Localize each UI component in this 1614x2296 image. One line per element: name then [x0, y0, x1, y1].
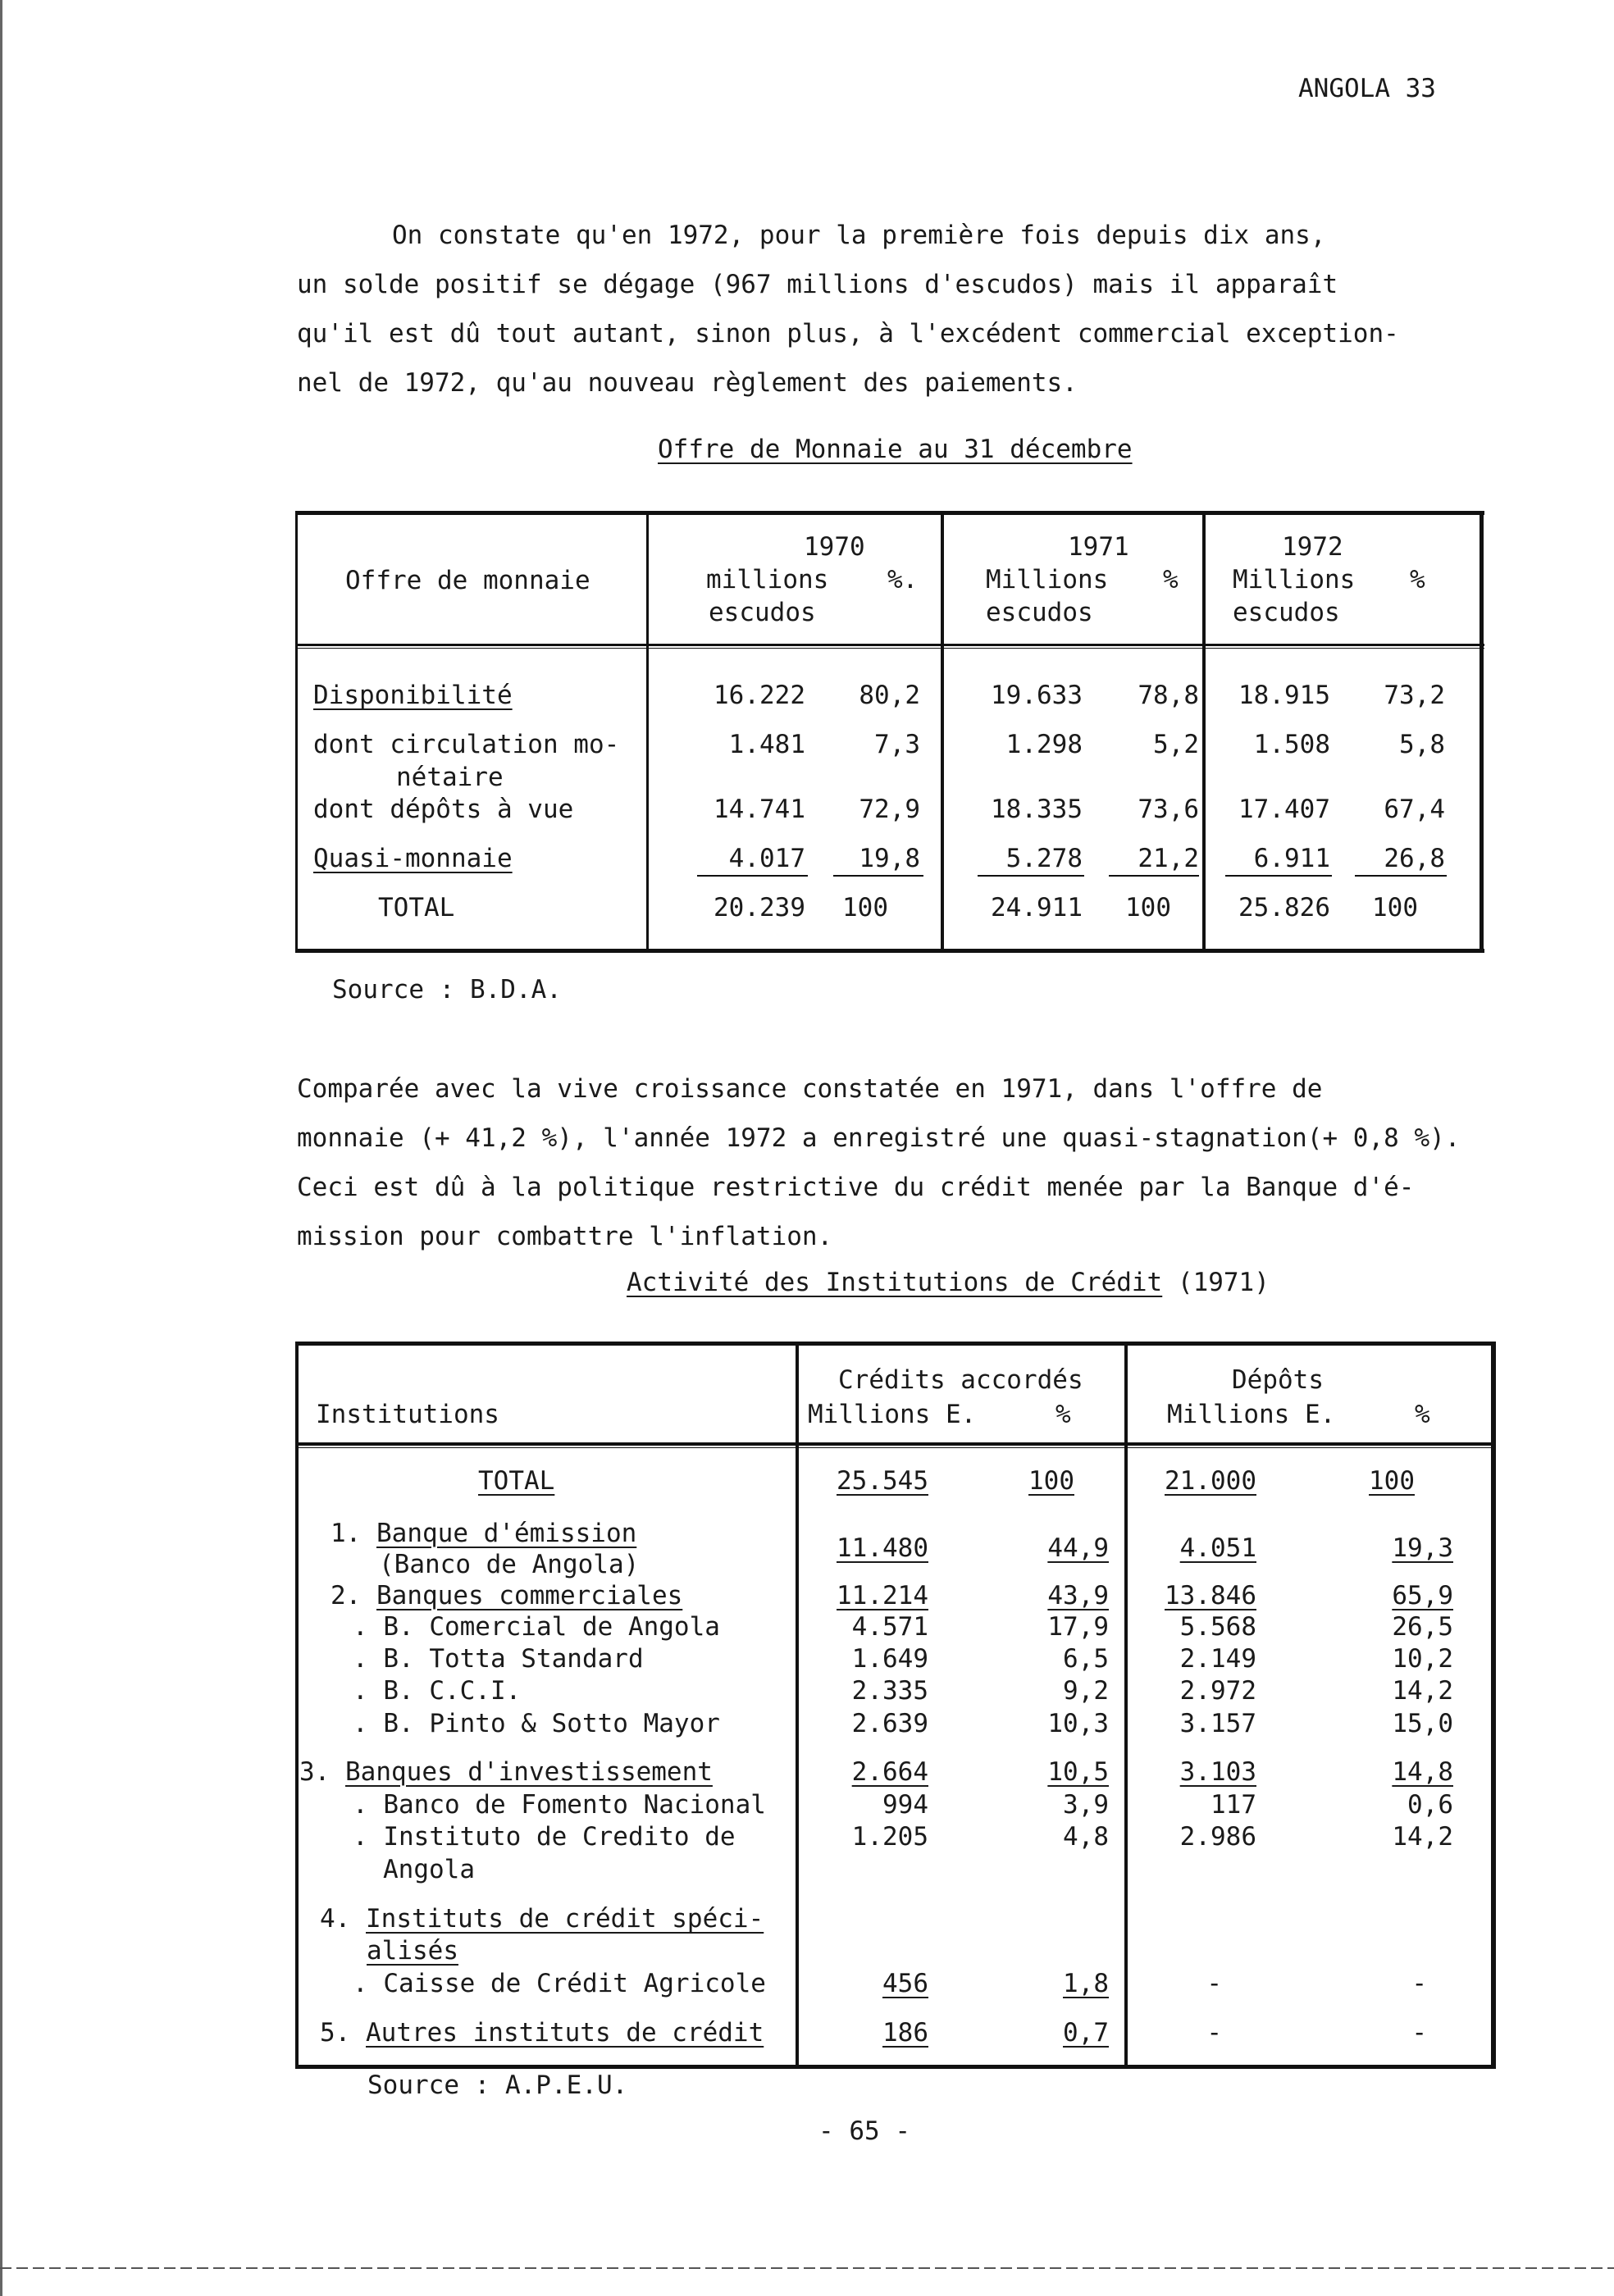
table2-cell: 10,2 [1392, 1644, 1453, 1674]
table2-row-label: 4. Instituts de crédit spéci- [320, 1904, 764, 1934]
table1-cell: 19.633 [991, 681, 1083, 710]
table1-unit: Millions [986, 565, 1109, 594]
paragraph-line: mission pour combattre l'inflation. [297, 1222, 833, 1251]
table1-cell: 20.239 [714, 893, 805, 922]
subtotal-rule [1225, 875, 1332, 877]
table2-cell: 10,5 [1047, 1757, 1109, 1787]
table2-cell: 2.972 [1179, 1676, 1256, 1706]
paragraph-line: Ceci est dû à la politique restrictive du crédit menée par la Banque d'é- [297, 1173, 1415, 1202]
table2-title-group [627, 1270, 1270, 1296]
table2-row-label-text: Banque d'émission [376, 1519, 637, 1548]
table1-cell: 5.278 [1005, 844, 1083, 873]
table2-cell: 1.649 [851, 1644, 928, 1674]
table1-cell: 100 [1125, 893, 1171, 922]
table2-row-label: . Caisse de Crédit Agricole [353, 1969, 766, 1998]
table1-cell: 16.222 [714, 681, 805, 710]
table1-cell: 5,8 [1399, 730, 1445, 759]
table2-cell: 11.214 [837, 1581, 928, 1610]
table2-cell: 14,2 [1392, 1822, 1453, 1852]
table2-cell: 44,9 [1047, 1533, 1109, 1563]
page-number: - 65 - [818, 2116, 910, 2146]
table1-cell: 18.335 [991, 795, 1083, 824]
table2-cell: 43,9 [1047, 1581, 1109, 1610]
subtotal-rule [978, 875, 1084, 877]
table2-cell: 4.051 [1179, 1533, 1256, 1563]
table2-cell: - [1411, 1969, 1427, 1998]
table2-col-divider [796, 1342, 799, 2069]
table1-cell: 100 [1372, 893, 1418, 922]
table1-cell: 21,2 [1138, 844, 1199, 873]
paragraph-line: nel de 1972, qu'au nouveau règlement des paiements. [297, 368, 1078, 398]
table2-cell: 4,8 [1063, 1822, 1109, 1852]
table1-col-divider [1202, 511, 1206, 951]
paragraph-line: On constate qu'en 1972, pour la première fois depuis dix ans, [392, 221, 1326, 250]
table1-cell: 6.911 [1253, 844, 1330, 873]
table2-cell: 100 [1369, 1466, 1415, 1496]
table1-row-label: Disponibilité [313, 681, 513, 710]
table2-row-label-text: Banques d'investissement [345, 1757, 713, 1787]
table2-cell: 19,3 [1392, 1533, 1453, 1563]
table1-source: Source : B.D.A. [332, 975, 562, 1004]
paragraph-line: qu'il est dû tout autant, sinon plus, à l'excédent commercial exception- [297, 319, 1399, 348]
table2-cell: 117 [1210, 1790, 1256, 1820]
table1-cell: 73,6 [1138, 795, 1199, 824]
table1-cell: 100 [842, 893, 888, 922]
table2-cell: 2.986 [1179, 1822, 1256, 1852]
subtotal-rule [697, 875, 808, 877]
table2-top-border [295, 1342, 1496, 1346]
table1-unit: millions [706, 565, 829, 594]
table2-source: Source : A.P.E.U. [367, 2070, 628, 2100]
table2-cell: 0,6 [1407, 1790, 1453, 1820]
table1-unit: escudos [1233, 598, 1340, 627]
table1-unit: escudos [709, 598, 816, 627]
table2-cell: 186 [882, 2018, 928, 2048]
table2-sub-millions: Millions E. [1167, 1400, 1336, 1429]
table2-row-label: 1. Banque d'émission [331, 1519, 637, 1548]
table1-pct-header: % [1163, 565, 1179, 594]
table1-left-border [295, 511, 298, 951]
table2-cell: 14,2 [1392, 1676, 1453, 1706]
table2-cell: - [1206, 2018, 1222, 2048]
table2-sub-millions: Millions E. [808, 1400, 977, 1429]
table2-cell: - [1411, 2018, 1427, 2048]
table1-row-label: TOTAL [378, 893, 455, 922]
running-head: ANGOLA 33 [1298, 74, 1436, 103]
table2-cell: 1,8 [1063, 1969, 1109, 1998]
table2-cell: 0,7 [1063, 2018, 1109, 2048]
table2-cell: 994 [882, 1790, 928, 1820]
table2-col-divider [1124, 1342, 1128, 2069]
table2-cell: 17,9 [1047, 1612, 1109, 1642]
table2-cell: 11.480 [837, 1533, 928, 1563]
table1-cell: 7,3 [874, 730, 920, 759]
paragraph-line: monnaie (+ 41,2 %), l'année 1972 a enregistré une quasi-stagnation(+ 0,8 %). [297, 1123, 1461, 1153]
table2-cell: 2.335 [851, 1676, 928, 1706]
table2-sub-pct: % [1415, 1400, 1430, 1429]
table2-col-institutions: Institutions [316, 1400, 499, 1429]
table1-unit: Millions [1233, 565, 1356, 594]
table1-header-rule [295, 644, 1484, 646]
table1-top-border [295, 511, 1484, 515]
table2-cell: 456 [882, 1969, 928, 1998]
table1-cell: 18.915 [1238, 681, 1330, 710]
table1-cell: 1.298 [1005, 730, 1083, 759]
table2-group-credits: Crédits accordés [838, 1365, 1083, 1395]
paragraph-line: Comparée avec la vive croissance constatée en 1971, dans l'offre de [297, 1074, 1323, 1104]
table1-cell: 17.407 [1238, 795, 1330, 824]
table1-cell: 1.508 [1253, 730, 1330, 759]
table1-row-label: nétaire [396, 763, 504, 792]
table2-cell: 3,9 [1063, 1790, 1109, 1820]
table2-cell: 2.639 [851, 1709, 928, 1738]
table1-pct-header: %. [887, 565, 919, 594]
table1-col-divider [646, 511, 649, 951]
table1-cell: 26,8 [1384, 844, 1445, 873]
subtotal-rule [833, 875, 923, 877]
table1-row-label: Quasi-monnaie [313, 844, 513, 873]
table2-cell: 2.664 [851, 1757, 928, 1787]
table1-unit: escudos [986, 598, 1093, 627]
table1-cell: 25.826 [1238, 893, 1330, 922]
table1-row-label: dont circulation mo- [313, 730, 620, 759]
table1-year: 1970 [804, 532, 865, 562]
table1-cell: 24.911 [991, 893, 1083, 922]
paragraph-line: un solde positif se dégage (967 millions d'escudos) mais il apparaît [297, 270, 1338, 299]
table2-bottom-border [295, 2065, 1496, 2069]
table2-cell: 2.149 [1179, 1644, 1256, 1674]
table2-row-label: 3. Banques d'investissement [299, 1757, 713, 1787]
scan-bottom-edge [0, 2267, 1614, 2269]
scan-edge [0, 0, 2, 2296]
table2-cell: 15,0 [1392, 1709, 1453, 1738]
table2-cell: 13.846 [1165, 1581, 1256, 1610]
table2-header-rule [295, 1442, 1496, 1446]
table2-title-year: (1971) [1177, 1268, 1270, 1297]
table2-row-label: . Instituto de Credito de [353, 1822, 736, 1852]
table2-cell: 3.103 [1179, 1757, 1256, 1787]
table2-header-rule-2 [295, 1447, 1496, 1448]
table2-row-label: . B. Comercial de Angola [353, 1612, 720, 1642]
table2-left-border [295, 1342, 299, 2069]
table2-cell: 65,9 [1392, 1581, 1453, 1610]
subtotal-rule [1355, 875, 1447, 877]
table2-cell: 6,5 [1063, 1644, 1109, 1674]
table1-cell: 73,2 [1384, 681, 1445, 710]
table2-row-label: 2. Banques commerciales [331, 1581, 683, 1610]
table2-cell: 25.545 [837, 1466, 928, 1496]
table1-cell: 1.481 [728, 730, 805, 759]
table2-cell: 9,2 [1063, 1676, 1109, 1706]
table1-pct-header: % [1410, 565, 1425, 594]
table2-row-label: 5. Autres instituts de crédit [320, 2018, 764, 2048]
table1-cell: 14.741 [714, 795, 805, 824]
table2-row-label: (Banco de Angola) [379, 1550, 640, 1579]
table1-header-rule-2 [295, 648, 1484, 649]
table1-bottom-border [295, 949, 1484, 953]
table2-cell: 21.000 [1165, 1466, 1256, 1496]
table2-row-label: . B. C.C.I. [353, 1676, 522, 1706]
table2-right-border [1491, 1342, 1496, 2069]
table1-cell: 80,2 [859, 681, 920, 710]
table2-sub-pct: % [1055, 1400, 1071, 1429]
table2-cell: 26,5 [1392, 1612, 1453, 1642]
table2-cell: 3.157 [1179, 1709, 1256, 1738]
table2-row-label: . B. Pinto & Sotto Mayor [353, 1709, 720, 1738]
table1-col-divider [941, 511, 944, 951]
table2-row-label: Angola [383, 1855, 475, 1884]
table1-year: 1972 [1282, 532, 1343, 562]
table1-cell: 5,2 [1153, 730, 1199, 759]
table2-row-label: . Banco de Fomento Nacional [353, 1790, 766, 1820]
table1-cell: 72,9 [859, 795, 920, 824]
subtotal-rule [1109, 875, 1199, 877]
table2-cell: 14,8 [1392, 1757, 1453, 1787]
table2-cell: 4.571 [851, 1612, 928, 1642]
table2-cell: 1.205 [851, 1822, 928, 1852]
table2-row-label: TOTAL [478, 1466, 555, 1496]
table2-row-label: alisés [367, 1936, 458, 1966]
table2-cell: 10,3 [1047, 1709, 1109, 1738]
table1-row-label: dont dépôts à vue [313, 795, 574, 824]
table1-right-border [1480, 511, 1484, 951]
table2-row-label-text: Autres instituts de crédit [366, 2018, 764, 2048]
table1-cell: 78,8 [1138, 681, 1199, 710]
table1-row-header: Offre de monnaie [345, 566, 590, 595]
table2-cell: - [1206, 1969, 1222, 1998]
table2-row-label: . B. Totta Standard [353, 1644, 644, 1674]
table2-title: Activité des Institutions de Crédit [627, 1268, 1163, 1297]
table1-cell: 4.017 [728, 844, 805, 873]
table1-title: Offre de Monnaie au 31 décembre [658, 435, 1133, 464]
table2-cell: 100 [1028, 1466, 1074, 1496]
table2-row-label-text: Instituts de crédit spéci- [366, 1904, 764, 1934]
table2-group-depots: Dépôts [1232, 1365, 1324, 1395]
table1-year: 1971 [1068, 532, 1129, 562]
table1-cell: 19,8 [859, 844, 920, 873]
table2-cell: 5.568 [1179, 1612, 1256, 1642]
table2-row-label-text: Banques commerciales [376, 1581, 683, 1610]
table1-cell: 67,4 [1384, 795, 1445, 824]
